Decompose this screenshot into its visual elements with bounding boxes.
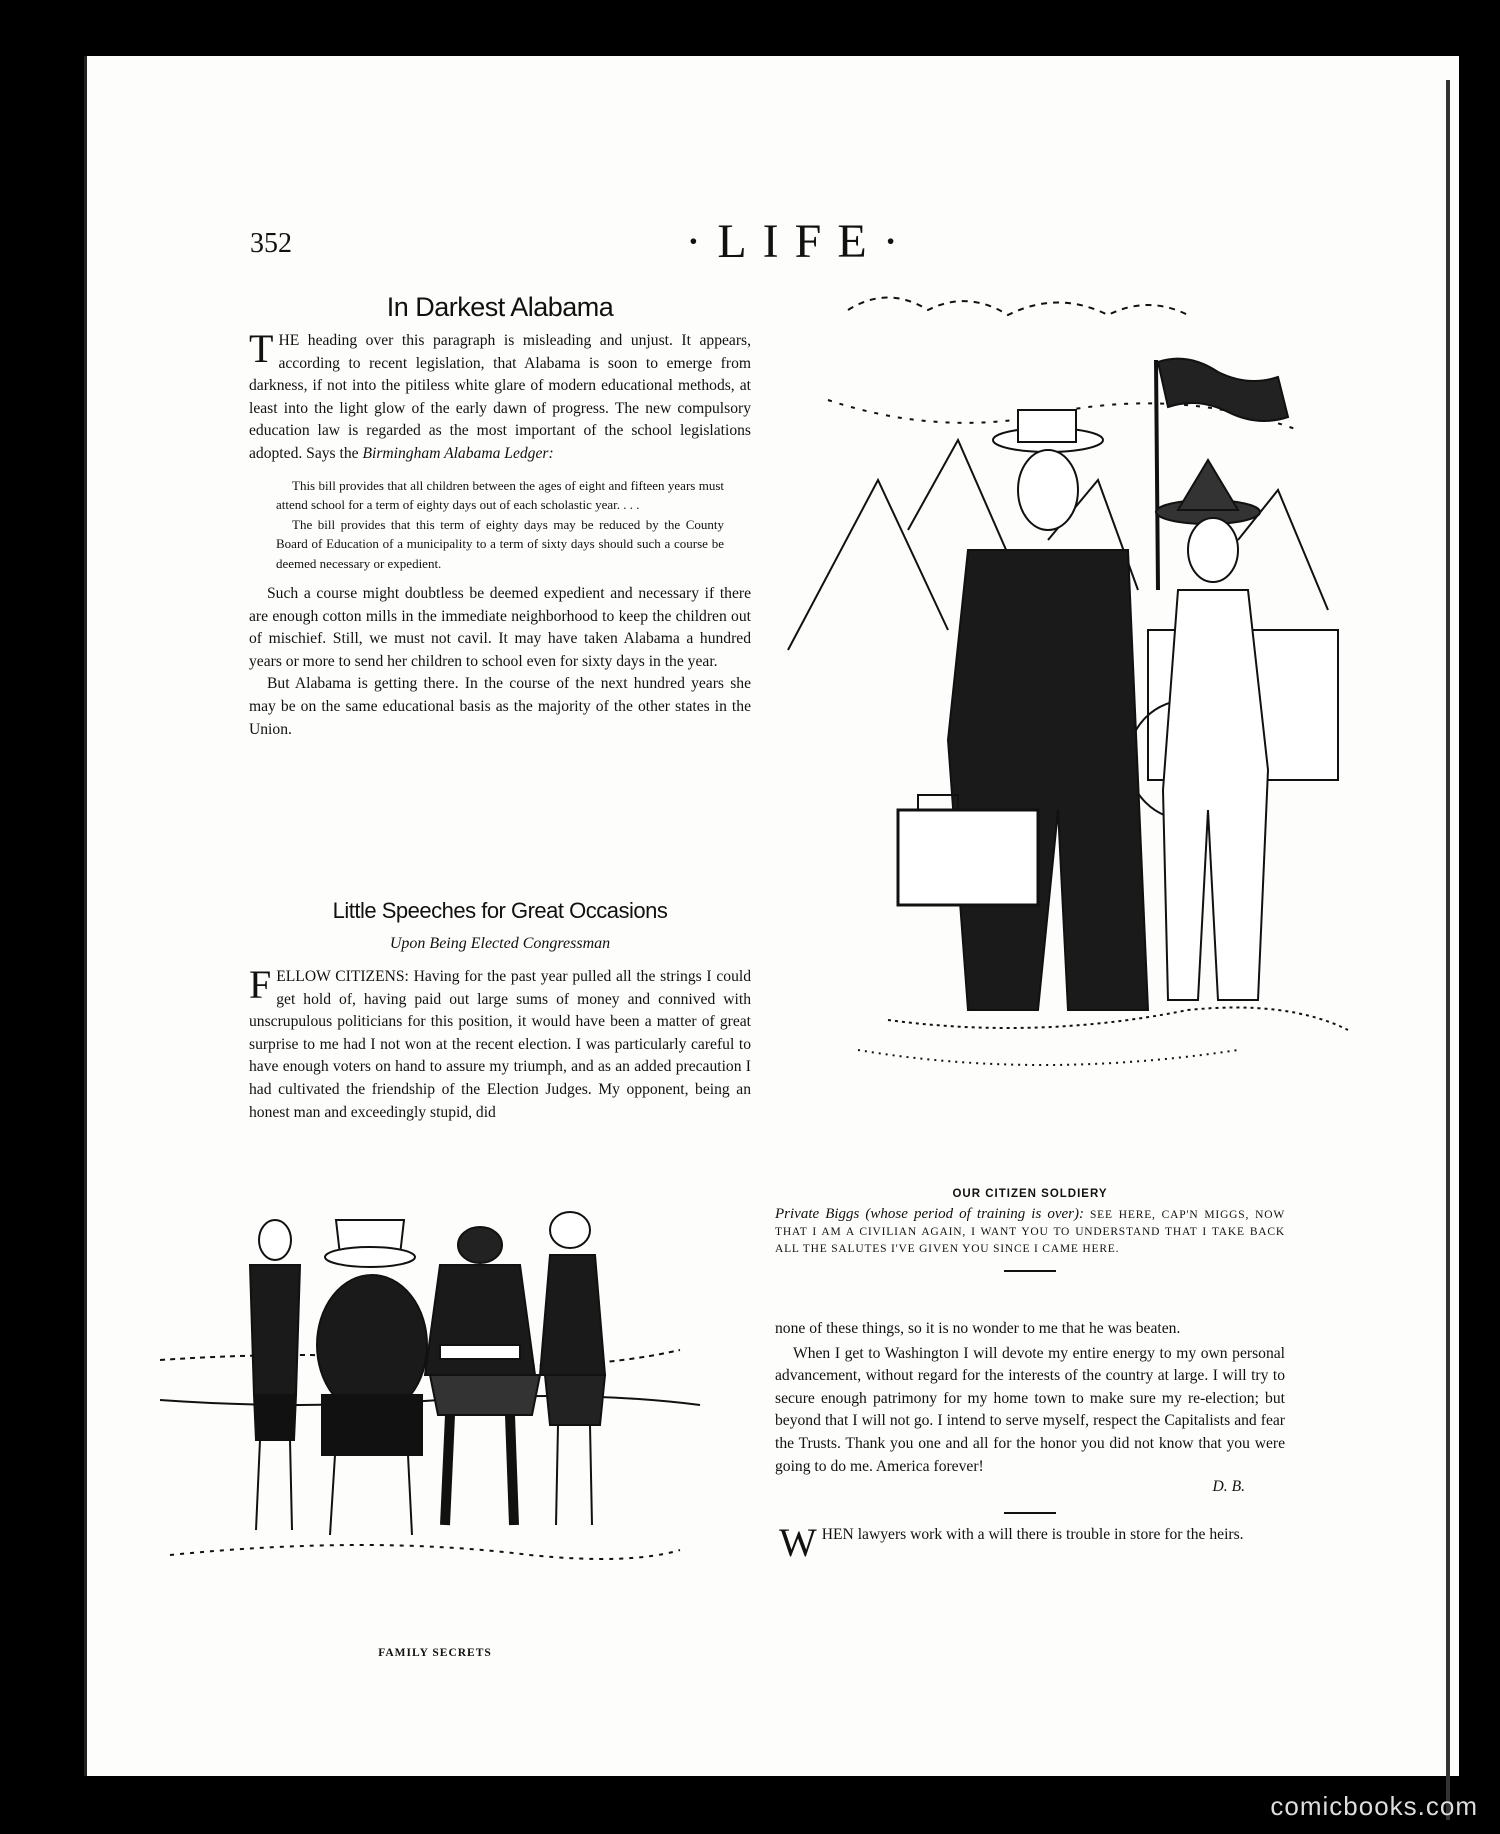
cartoon-caption: Private Biggs (whose period of training is over): SEE HERE, CAP'N MIGGS, NOW THAT I AM A CIVILIAN AGAIN, I WANT YOU TO UNDERSTAND THAT I TAKE BACK ALL THE SALUTES I'VE GIVEN YOU SINCE I CAME HERE. <box>775 1206 1285 1255</box>
article-title-speeches: Little Speeches for Great Occasions <box>332 898 668 923</box>
drop-cap: W <box>779 1520 817 1566</box>
page-edge-shadow <box>1446 80 1450 1820</box>
article-body-speeches <box>249 962 751 1124</box>
cartoon-citizen-soldiery <box>768 290 1358 1170</box>
article-paragraph: none of these things, so it is no wonder to me that he was beaten. <box>775 1320 1181 1337</box>
article-paragraph: Such a course might doubtless be deemed expedient and necessary if there are enough cotton mills in the immediate neighborhood to keep the children out of mischief. Still, we must not cavil. It may have taken Alabama a hundred years or more to send her children to school even for sixty days in the year. <box>249 585 751 670</box>
article-paragraph: FELLOW CITIZENS: Having for the past year pulled all the strings I could get hold of, having paid out large sums of money and connived with unscrupulous politicians for this position, it would have been a matter of great surprise to me had I not won at the recent election. I was particularly careful to have enough voters on hand to assure my triumph, and as an added precaution I had cultivated the friendship of the Election Judges. My opponent, being an honest man and exceedingly stupid, did <box>249 962 751 1121</box>
article-subtitle: Upon Being Elected Congressman <box>389 935 611 952</box>
masthead: ·LIFE· <box>685 215 915 268</box>
source-name: Birmingham Alabama Ledger: <box>362 444 554 462</box>
divider <box>1004 1512 1056 1514</box>
cartoon-caption: FAMILY SECRETS <box>378 1647 492 1659</box>
page-number: 352 <box>250 228 292 259</box>
filler-quip: WHEN lawyers work with a will there is trouble in store for the heirs. <box>779 1520 1244 1566</box>
article-paragraph: When I get to Washington I will devote my entire energy to my own personal advancement, without regard for the interests of the country at large. I will try to secure enough patrimony for my home town to make sure my re-election; but beyond that I will not go. I intend to serve myself, respect the Capitalists and fear the Trusts. Thank you one and all for the honor you did not know that you were going to do me. America forever! <box>775 1344 1285 1475</box>
drop-cap: F <box>249 962 272 1007</box>
article-paragraph: But Alabama is getting there. In the course of the next hundred years she may be on the same educational basis as the majority of the other states in the Union. <box>249 675 751 738</box>
cartoon-caption-title: OUR CITIZEN SOLDIERY <box>952 1188 1108 1200</box>
author-signature: D. B. <box>1212 1478 1245 1496</box>
article-body-speeches-continued <box>775 1318 1285 1566</box>
article-title-alabama: In Darkest Alabama <box>386 292 614 322</box>
caption-citizen-soldiery <box>775 1188 1285 1272</box>
article-paragraph: THE heading over this paragraph is misleading and unjust. It appears, according to recent legislation, that Alabama is soon to emerge from darkness, if not into the pitiless white glare of modern educational methods, at least into the light glow of the early dawn of progress. The new compulsory education law is regarded as the most important of the school legislations adopted. Says the Birmingham Alabama Ledger: <box>249 326 751 462</box>
drop-cap: T <box>249 326 274 371</box>
divider <box>1004 1270 1056 1272</box>
article-body-alabama <box>249 326 751 741</box>
caption-speaker: Private Biggs (whose period of training is over): <box>775 1206 1084 1222</box>
watermark: comicbooks.com <box>1270 1791 1478 1821</box>
cartoon-family-secrets <box>150 1185 710 1625</box>
masthead-text: LIFE <box>717 215 883 268</box>
block-quote: This bill provides that all children between the ages of eight and fifteen years must attend school for a term of eighty days out of each scholastic year. . . . The bill provides that this term of eighty days may be reduced by the County Board of Education of a municipality to a term of sixty days should such a course be deemed necessary or expedient. <box>276 477 724 571</box>
